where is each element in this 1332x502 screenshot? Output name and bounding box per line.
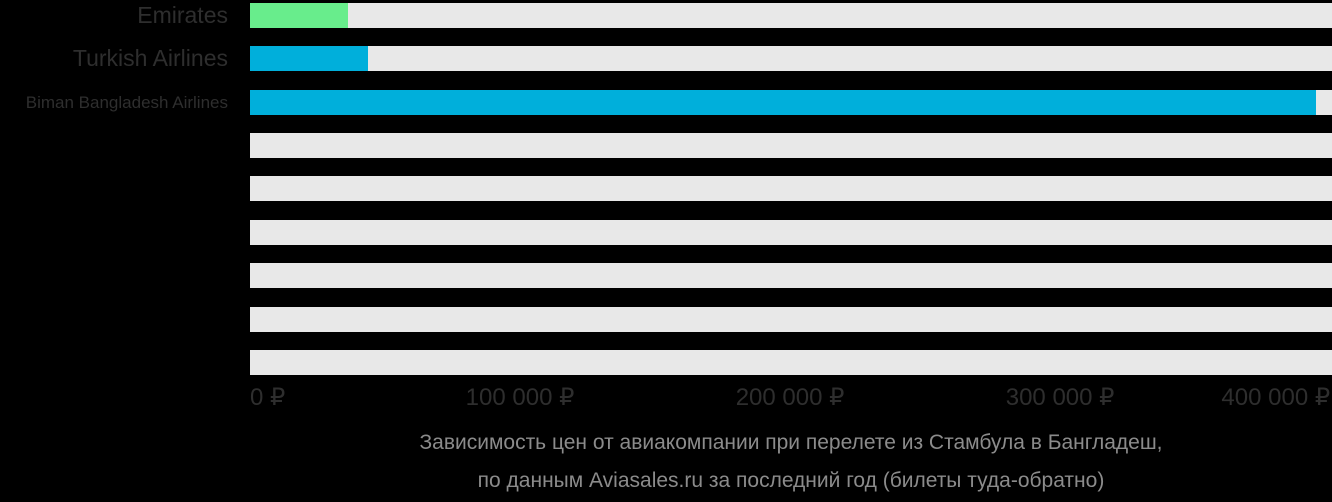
value-bar: [250, 46, 368, 71]
bar-row: [0, 263, 1332, 288]
category-label: Turkish Airlines: [72, 45, 228, 72]
chart-caption: [250, 424, 1332, 500]
caption-line-1: Зависимость цен от авиакомпании при перелете из Стамбула в Бангладеш,: [419, 431, 1163, 454]
x-axis-tick-label: 300 000 ₽: [1005, 384, 1115, 411]
bar-track: [250, 307, 1332, 332]
bar-row: [0, 176, 1332, 201]
bar-track: [250, 350, 1332, 375]
x-axis: [250, 384, 1332, 412]
bar-row: [0, 350, 1332, 375]
bar-track: [250, 220, 1332, 245]
bar-track: [250, 3, 1332, 28]
bar-row: [0, 3, 1332, 28]
x-axis-tick-label: 0 ₽: [250, 384, 286, 411]
x-axis-tick-label: 200 000 ₽: [735, 384, 845, 411]
bar-row: [0, 90, 1332, 115]
bar-track: [250, 133, 1332, 158]
category-label: Emirates: [137, 1, 228, 28]
value-bar: [250, 90, 1316, 115]
bar-track: [250, 46, 1332, 71]
category-label: Biman Bangladesh Airlines: [25, 92, 228, 112]
bar-track: [250, 263, 1332, 288]
caption-line-2: по данным Aviasales.ru за последний год (билеты туда-обратно): [477, 469, 1105, 492]
bar-row: [0, 307, 1332, 332]
bar-row: [0, 133, 1332, 158]
x-axis-tick-label: 400 000 ₽: [1221, 384, 1331, 411]
bar-track: [250, 176, 1332, 201]
value-bar: [250, 3, 348, 28]
bar-track: [250, 90, 1332, 115]
bar-row: [0, 220, 1332, 245]
bar-row: [0, 46, 1332, 71]
x-axis-tick-label: 100 000 ₽: [465, 384, 575, 411]
